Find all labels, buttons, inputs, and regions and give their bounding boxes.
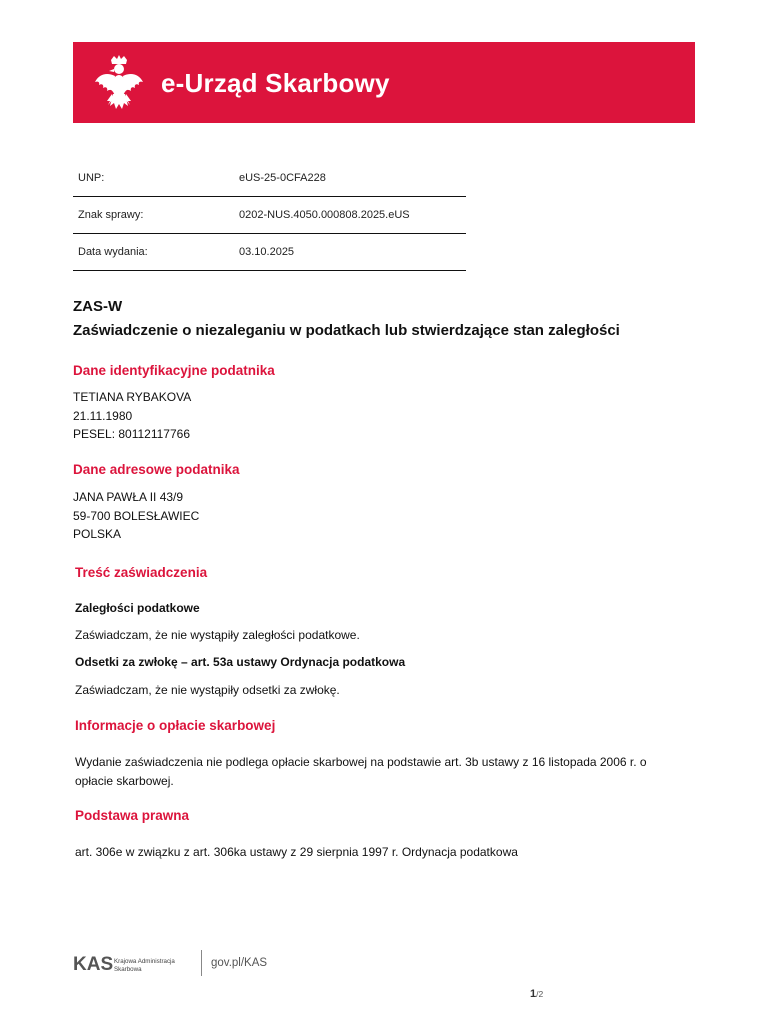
meta-row-unp <box>73 160 466 197</box>
identification-heading: Dane identyfikacyjne podatnika <box>73 363 275 378</box>
certificate-content-heading: Treść zaświadczenia <box>75 565 208 580</box>
taxpayer-birth-date: 21.11.1980 <box>73 408 133 423</box>
meta-value: 0202-NUS.4050.000808.2025.eUS <box>239 209 410 221</box>
stamp-duty-line-1: Wydanie zaświadczenia nie podlega opłacie skarbowej na podstawie art. 3b ustawy z 16 listopada 2006 r. o <box>75 755 647 769</box>
taxpayer-pesel: PESEL: 80112117766 <box>73 427 190 442</box>
address-line-2: 59-700 BOLESŁAWIEC <box>73 508 200 523</box>
taxpayer-name: TETIANA RYBAKOVA <box>73 390 192 404</box>
kas-logo-line-1: Krajowa Administracja <box>114 958 175 965</box>
meta-label: Znak sprawy: <box>78 209 144 221</box>
footer-divider <box>201 950 202 976</box>
kas-logo <box>73 950 198 978</box>
legal-basis-text: art. 306e w związku z art. 306ka ustawy z 29 sierpnia 1997 r. Ordynacja podatkowa <box>75 845 518 859</box>
meta-row-issue-date <box>73 234 466 271</box>
total-pages: 2 <box>538 989 544 999</box>
stamp-duty-line-2: opłacie skarbowej. <box>75 773 174 788</box>
late-interest-statement: Zaświadczam, że nie wystąpiły odsetki za zwłokę. <box>75 683 340 697</box>
meta-label: UNP: <box>78 172 105 184</box>
app-title: e-Urząd Skarbowy <box>161 68 390 98</box>
meta-label: Data wydania: <box>78 246 148 258</box>
stamp-duty-heading: Informacje o opłacie skarbowej <box>75 718 276 733</box>
tax-arrears-subheading: Zaległości podatkowe <box>75 601 200 615</box>
polish-eagle-icon <box>93 54 145 114</box>
kas-logo-line-2: Skarbowa <box>114 966 142 973</box>
document-code: ZAS-W <box>73 298 123 315</box>
late-interest-subheading: Odsetki za zwłokę – art. 53a ustawy Ordynacja podatkowa <box>75 655 406 669</box>
address-heading: Dane adresowe podatnika <box>73 462 240 477</box>
kas-logo-letters: KAS <box>73 954 114 975</box>
header-banner <box>73 42 695 123</box>
meta-value: eUS-25-0CFA228 <box>239 172 326 184</box>
meta-row-case-number <box>73 197 466 234</box>
meta-value: 03.10.2025 <box>239 246 295 258</box>
kas-website-link[interactable]: gov.pl/KAS <box>211 957 268 969</box>
address-line-3: POLSKA <box>73 527 122 542</box>
document-metadata <box>73 160 466 271</box>
legal-basis-heading: Podstawa prawna <box>75 808 190 823</box>
document-title: Zaświadczenie o niezaleganiu w podatkach lub stwierdzające stan zaległości <box>73 322 620 339</box>
tax-arrears-statement: Zaświadczam, że nie wystąpiły zaległości podatkowe. <box>75 628 360 642</box>
address-line-1: JANA PAWŁA II 43/9 <box>73 490 184 504</box>
current-page: 1 <box>530 988 537 1000</box>
page-number <box>530 988 543 1000</box>
page-separator: / <box>536 989 539 999</box>
